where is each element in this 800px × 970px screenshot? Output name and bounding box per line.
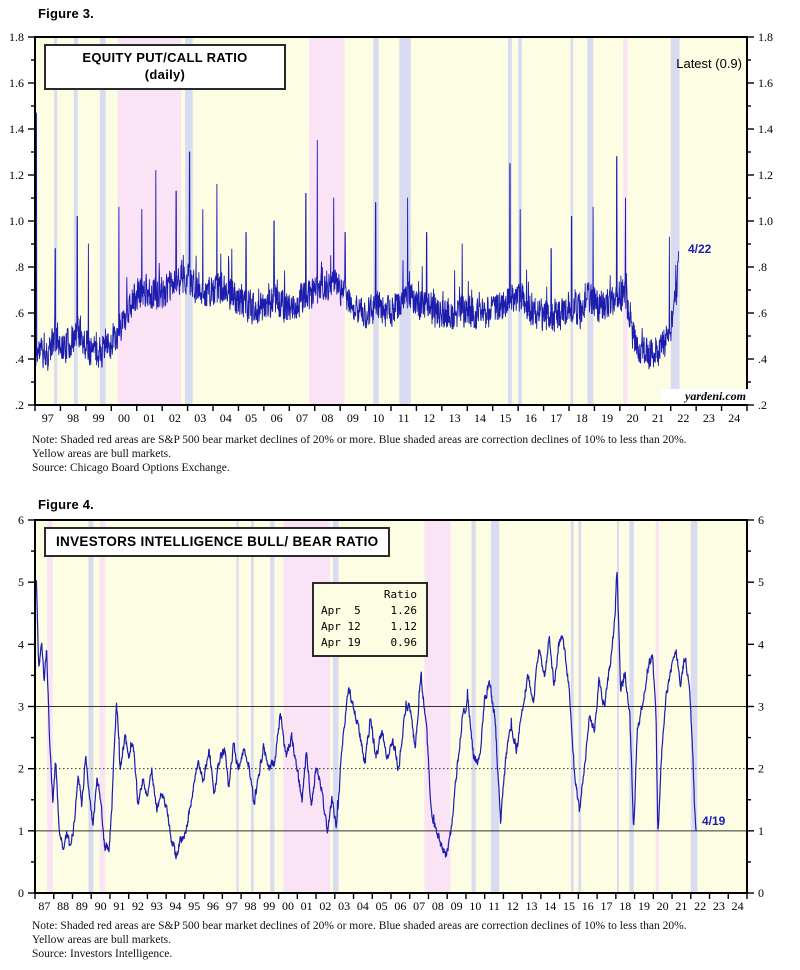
svg-text:2: 2 xyxy=(18,761,24,776)
svg-text:05: 05 xyxy=(245,411,258,425)
svg-text:0: 0 xyxy=(758,886,764,900)
svg-text:11: 11 xyxy=(397,411,410,425)
svg-text:04: 04 xyxy=(219,411,232,425)
svg-text:6: 6 xyxy=(758,513,764,527)
svg-text:1.4: 1.4 xyxy=(9,122,24,136)
ratio-row-value: 1.12 xyxy=(390,619,417,633)
svg-text:95: 95 xyxy=(188,899,201,913)
svg-text:12: 12 xyxy=(423,411,436,425)
svg-text:24: 24 xyxy=(728,411,741,425)
svg-text:21: 21 xyxy=(675,899,688,913)
svg-text:91: 91 xyxy=(113,899,126,913)
svg-text:2: 2 xyxy=(758,761,764,776)
svg-text:92: 92 xyxy=(132,899,145,913)
svg-text:13: 13 xyxy=(525,899,538,913)
svg-text:99: 99 xyxy=(92,411,105,425)
figure3-note-source: Source: Chicago Board Options Exchange. xyxy=(32,462,230,475)
figure4-note-source: Source: Investors Intelligence. xyxy=(32,948,173,961)
svg-text:04: 04 xyxy=(356,899,369,913)
svg-text:99: 99 xyxy=(263,899,276,913)
svg-text:.6: .6 xyxy=(758,306,767,320)
figure3-note-line1: Note: Shaded red areas are S&P 500 bear market declines of 20% or more. Blue shaded areas are correction declines of 10% to less than 20%. xyxy=(32,434,687,446)
figure3-note xyxy=(32,433,687,475)
figure4-label: Figure 4. xyxy=(38,497,94,512)
svg-text:.2: .2 xyxy=(15,398,24,412)
svg-text:98: 98 xyxy=(67,411,80,425)
svg-text:1.2: 1.2 xyxy=(9,168,24,182)
svg-text:5: 5 xyxy=(758,575,764,590)
figure3-label: Figure 3. xyxy=(38,6,94,21)
svg-text:4: 4 xyxy=(758,637,764,652)
svg-text:06: 06 xyxy=(394,899,407,913)
svg-text:21: 21 xyxy=(652,411,664,425)
svg-text:1.8: 1.8 xyxy=(758,30,773,44)
svg-text:05: 05 xyxy=(375,899,388,913)
svg-text:08: 08 xyxy=(321,411,334,425)
svg-text:07: 07 xyxy=(296,411,308,425)
svg-text:87: 87 xyxy=(38,899,51,913)
svg-text:90: 90 xyxy=(94,899,107,913)
svg-text:17: 17 xyxy=(600,899,613,913)
figure3-title-line2: (daily) xyxy=(144,66,186,82)
figure4-note-line2: Yellow areas are bull markets. xyxy=(32,934,172,947)
svg-text:.2: .2 xyxy=(758,398,767,412)
ratio-row-value: 0.96 xyxy=(390,635,417,649)
svg-text:93: 93 xyxy=(150,899,163,913)
svg-text:12: 12 xyxy=(506,899,519,913)
svg-text:19: 19 xyxy=(637,899,650,913)
svg-text:03: 03 xyxy=(338,899,351,913)
svg-text:20: 20 xyxy=(626,411,639,425)
svg-text:.6: .6 xyxy=(15,306,24,320)
svg-text:09: 09 xyxy=(450,899,463,913)
svg-text:3: 3 xyxy=(18,699,24,714)
svg-text:16: 16 xyxy=(581,899,594,913)
svg-text:18: 18 xyxy=(619,899,632,913)
svg-text:.4: .4 xyxy=(15,352,24,366)
svg-text:88: 88 xyxy=(57,899,70,913)
svg-text:1.6: 1.6 xyxy=(9,76,24,90)
svg-text:1.2: 1.2 xyxy=(758,168,773,182)
svg-text:89: 89 xyxy=(75,899,88,913)
ratio-table-header: Ratio xyxy=(383,588,417,601)
ratio-table-row xyxy=(321,603,417,619)
svg-text:16: 16 xyxy=(524,411,537,425)
svg-text:10: 10 xyxy=(372,411,385,425)
svg-text:23: 23 xyxy=(712,899,725,913)
figure3-title-line1: EQUITY PUT/CALL RATIO xyxy=(82,50,248,65)
svg-text:3: 3 xyxy=(758,699,764,714)
svg-text:1: 1 xyxy=(758,823,764,838)
figure4-title: INVESTORS INTELLIGENCE BULL/ BEAR RATIO xyxy=(56,534,379,549)
svg-text:20: 20 xyxy=(656,899,669,913)
ratio-row-date: Apr 5 xyxy=(321,603,361,617)
svg-text:1.0: 1.0 xyxy=(758,214,773,228)
svg-text:00: 00 xyxy=(281,899,294,913)
svg-text:14: 14 xyxy=(474,411,486,425)
figure4-note xyxy=(32,919,687,961)
figure3-date-annotation: 4/22 xyxy=(688,242,712,256)
figure3-title-box xyxy=(44,44,286,90)
ratio-table-row xyxy=(321,635,417,651)
svg-text:08: 08 xyxy=(431,899,444,913)
ratio-table xyxy=(312,582,428,657)
svg-text:06: 06 xyxy=(270,411,283,425)
svg-text:03: 03 xyxy=(194,411,207,425)
svg-text:17: 17 xyxy=(550,411,563,425)
svg-text:14: 14 xyxy=(544,899,557,913)
svg-text:.8: .8 xyxy=(15,260,24,274)
yardeni-watermark: yardeni.com xyxy=(661,389,749,404)
svg-text:01: 01 xyxy=(143,411,156,425)
svg-text:5: 5 xyxy=(18,575,24,590)
svg-text:1: 1 xyxy=(18,823,24,838)
svg-text:02: 02 xyxy=(168,411,181,425)
svg-text:13: 13 xyxy=(448,411,461,425)
svg-text:94: 94 xyxy=(169,899,182,913)
svg-text:1.0: 1.0 xyxy=(9,214,24,228)
svg-text:10: 10 xyxy=(469,899,482,913)
svg-text:97: 97 xyxy=(225,899,238,913)
svg-text:6: 6 xyxy=(18,513,24,527)
figure4-note-line1: Note: Shaded red areas are S&P 500 bear market declines of 20% or more. Blue shaded areas are correction declines of 10% to less than 20%. xyxy=(32,920,687,932)
svg-text:96: 96 xyxy=(207,899,219,913)
svg-text:0: 0 xyxy=(18,886,24,900)
bull-bear-ratio-chart-canvas xyxy=(0,512,800,924)
svg-text:22: 22 xyxy=(694,899,707,913)
ratio-table-row xyxy=(321,619,417,635)
svg-text:11: 11 xyxy=(488,899,500,913)
figure3-note-line2: Yellow areas are bull markets. xyxy=(32,448,172,461)
ratio-row-date: Apr 12 xyxy=(321,619,361,633)
svg-text:24: 24 xyxy=(731,899,744,913)
svg-text:22: 22 xyxy=(677,411,690,425)
figure3-latest-value-label: Latest (0.9) xyxy=(676,56,742,71)
ratio-row-value: 1.26 xyxy=(390,603,417,617)
figure4-title-box xyxy=(44,527,390,557)
svg-text:98: 98 xyxy=(244,899,257,913)
svg-text:18: 18 xyxy=(575,411,588,425)
svg-text:1.8: 1.8 xyxy=(9,30,24,44)
svg-text:01: 01 xyxy=(300,899,313,913)
svg-text:07: 07 xyxy=(413,899,426,913)
figure4-date-annotation: 4/19 xyxy=(702,814,726,828)
svg-text:15: 15 xyxy=(563,899,575,913)
svg-text:00: 00 xyxy=(118,411,130,425)
svg-text:19: 19 xyxy=(601,411,614,425)
svg-text:97: 97 xyxy=(41,411,54,425)
ratio-row-date: Apr 19 xyxy=(321,635,361,649)
svg-text:1.4: 1.4 xyxy=(758,122,773,136)
svg-text:.8: .8 xyxy=(758,260,767,274)
svg-text:02: 02 xyxy=(319,899,332,913)
svg-text:15: 15 xyxy=(499,411,512,425)
svg-text:1.6: 1.6 xyxy=(758,76,773,90)
svg-text:.4: .4 xyxy=(758,352,767,366)
svg-text:09: 09 xyxy=(346,411,359,425)
svg-text:23: 23 xyxy=(702,411,715,425)
svg-text:4: 4 xyxy=(18,637,24,652)
